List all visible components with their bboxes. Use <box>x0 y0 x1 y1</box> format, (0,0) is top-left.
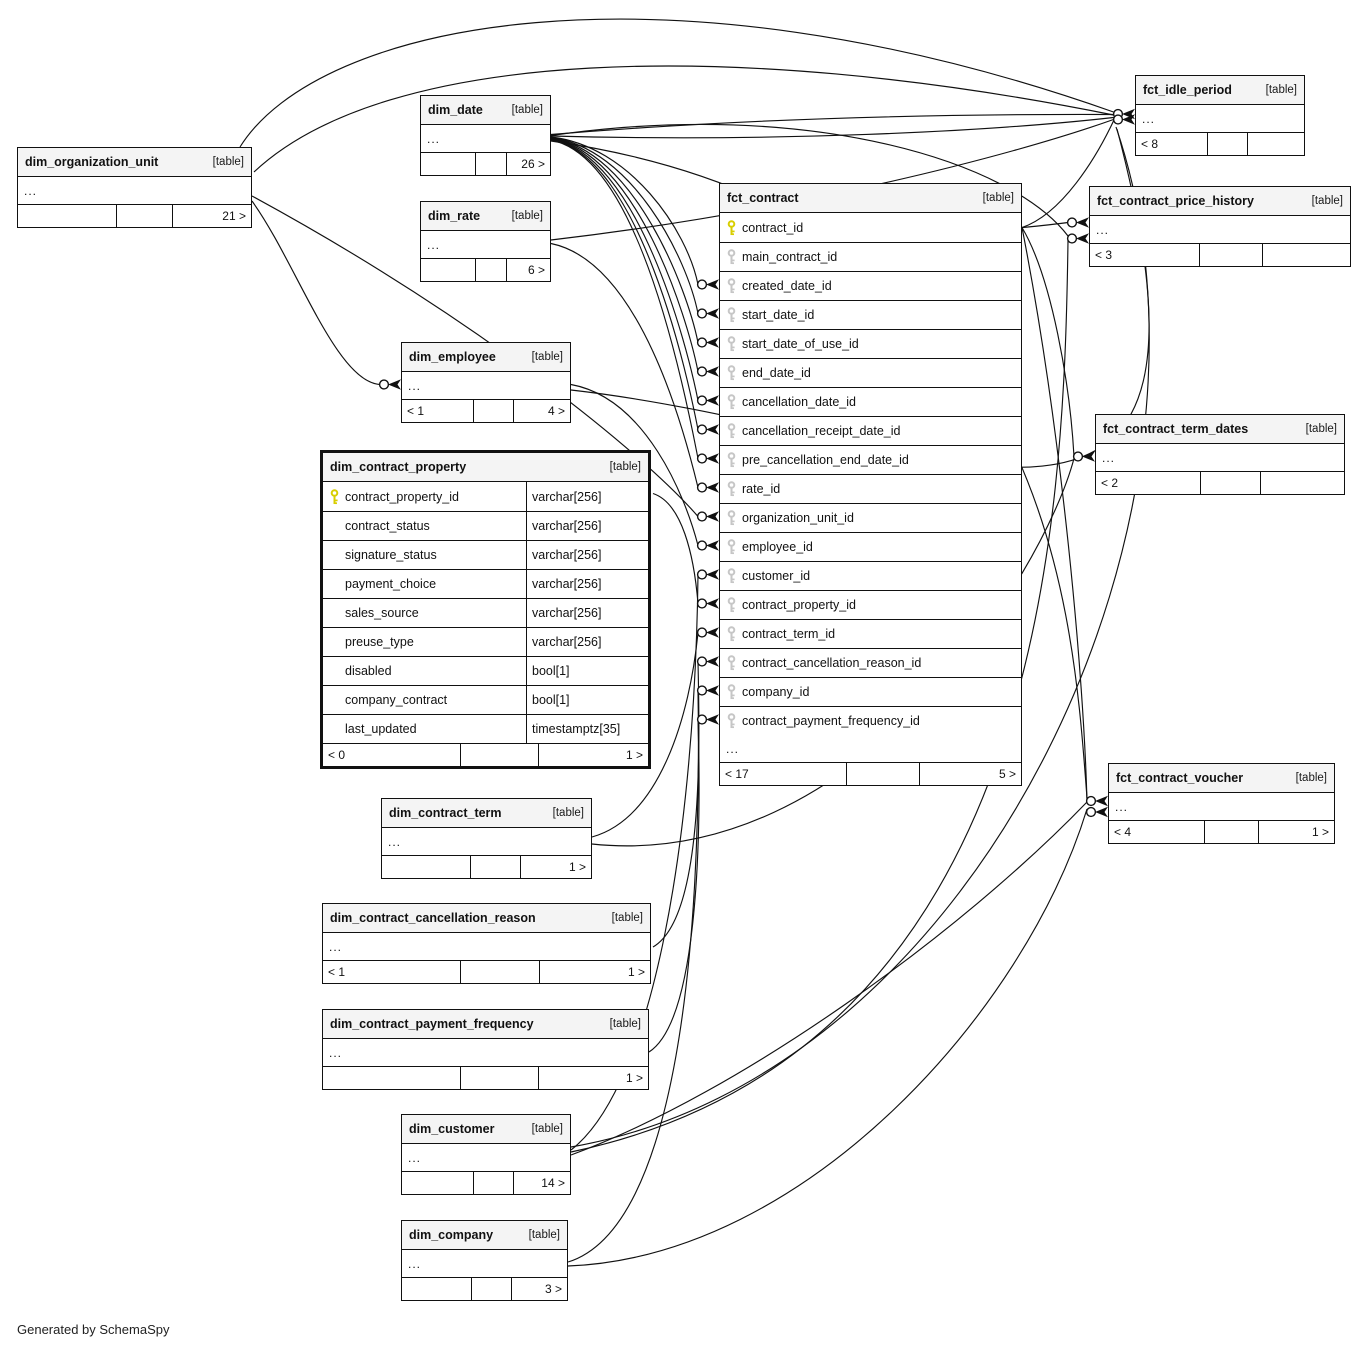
footer-middle-cell <box>460 961 538 983</box>
table-name[interactable]: dim_contract_cancellation_reason <box>330 911 536 925</box>
column-row-contract_status[interactable] <box>323 511 648 540</box>
column-name: end_date_id <box>742 366 811 380</box>
footer-middle-cell <box>846 763 918 785</box>
table-type-badge: [table] <box>1311 195 1343 207</box>
foreign-key-icon <box>726 452 737 468</box>
table-header-dim_contract_property <box>323 453 648 482</box>
table-dim_company <box>401 1220 568 1301</box>
foreign-key-icon <box>726 684 737 700</box>
crowfoot-connector-icon <box>698 540 719 550</box>
column-name: contract_status <box>345 519 430 533</box>
column-row-main_contract_id[interactable] <box>720 242 1021 271</box>
column-row-contract_property_id[interactable] <box>323 482 648 511</box>
table-dim_employee <box>401 342 571 423</box>
column-name: sales_source <box>345 606 419 620</box>
key-slot <box>720 510 742 526</box>
foreign-key-icon <box>726 510 737 526</box>
key-slot <box>720 597 742 613</box>
foreign-key-icon <box>726 365 737 381</box>
table-footer <box>18 204 251 227</box>
table-footer <box>402 399 570 422</box>
column-name: main_contract_id <box>742 250 838 264</box>
footer-children-count: 1 > <box>520 856 591 878</box>
column-row-payment_choice[interactable] <box>323 569 648 598</box>
table-name[interactable]: dim_date <box>428 103 483 117</box>
relationship-edge <box>653 662 699 948</box>
footer-children-count: 1 > <box>1258 821 1335 843</box>
footer-middle-cell <box>473 1172 513 1194</box>
table-name[interactable]: fct_contract_voucher <box>1116 771 1244 785</box>
hidden-columns-ellipsis: ... <box>427 237 441 252</box>
column-name: last_updated <box>345 722 417 736</box>
column-name: contract_id <box>742 220 804 235</box>
crowfoot-connector-icon <box>698 569 719 579</box>
footer-parents-count: < 0 <box>328 748 346 762</box>
crowfoot-connector-icon <box>1087 807 1108 817</box>
relationship-edge <box>551 139 698 401</box>
column-name: cancellation_date_id <box>742 395 856 409</box>
footer-parents-count <box>421 259 475 281</box>
foreign-key-icon <box>726 568 737 584</box>
key-slot <box>720 713 742 729</box>
key-slot <box>720 452 742 468</box>
foreign-key-icon <box>726 249 737 265</box>
column-row-sales_source[interactable] <box>323 598 648 627</box>
footer-children-count <box>1260 472 1344 494</box>
column-row-cancellation_date_id[interactable] <box>720 387 1021 416</box>
table-type-badge: [table] <box>1295 772 1327 784</box>
column-row-start_date_id[interactable] <box>720 300 1021 329</box>
hidden-columns-ellipsis: ... <box>388 834 402 849</box>
footer-children-count <box>1247 133 1304 155</box>
crowfoot-connector-icon <box>380 379 401 389</box>
column-type: varchar[256] <box>526 570 648 598</box>
table-name[interactable]: dim_organization_unit <box>25 155 159 169</box>
foreign-key-icon <box>726 539 737 555</box>
table-fct_contract_term_dates <box>1095 414 1345 495</box>
column-name: created_date_id <box>742 279 832 293</box>
table-header-fct_contract <box>720 184 1021 213</box>
table-name[interactable]: fct_idle_period <box>1143 83 1232 97</box>
crowfoot-connector-icon <box>1068 217 1089 227</box>
crowfoot-connector-icon <box>698 308 719 318</box>
column-name: employee_id <box>742 540 813 554</box>
hidden-columns-ellipsis: ... <box>408 1150 422 1165</box>
hidden-columns-ellipsis: ... <box>408 378 422 393</box>
crowfoot-connector-icon <box>698 424 719 434</box>
column-row-rate_id[interactable] <box>720 474 1021 503</box>
table-name[interactable]: fct_contract <box>727 191 799 205</box>
foreign-key-icon <box>726 394 737 410</box>
hidden-columns-ellipsis: ... <box>1102 450 1116 465</box>
column-type: bool[1] <box>526 686 648 714</box>
table-footer <box>1136 132 1304 155</box>
table-header-dim_customer <box>402 1115 570 1144</box>
table-footer <box>382 855 591 878</box>
column-name: contract_term_id <box>742 627 836 641</box>
generator-credit: Generated by SchemaSpy <box>17 1322 170 1337</box>
footer-children-count: 21 > <box>172 205 251 227</box>
column-type: varchar[256] <box>526 599 648 627</box>
footer-parents-count: < 17 <box>725 767 749 781</box>
column-row-cancellation_receipt_date_id[interactable] <box>720 416 1021 445</box>
column-row-contract_term_id[interactable] <box>720 619 1021 648</box>
column-name: company_contract <box>345 693 448 707</box>
column-row-preuse_type[interactable] <box>323 627 648 656</box>
column-name: preuse_type <box>345 635 414 649</box>
table-header-dim_date <box>421 96 550 125</box>
table-name[interactable]: dim_contract_term <box>389 806 502 820</box>
hidden-columns-ellipsis: ... <box>408 1256 422 1271</box>
footer-middle-cell <box>475 259 506 281</box>
crowfoot-connector-icon <box>698 598 719 608</box>
column-name: contract_cancellation_reason_id <box>742 656 922 670</box>
table-dim_contract_cancellation_reason <box>322 903 651 984</box>
table-footer <box>402 1277 567 1300</box>
table-name[interactable]: dim_contract_payment_frequency <box>330 1017 534 1031</box>
footer-parents-count: < 1 <box>407 404 425 418</box>
column-row-start_date_of_use_id[interactable] <box>720 329 1021 358</box>
key-slot <box>720 539 742 555</box>
table-footer <box>1096 471 1344 494</box>
table-fct_idle_period <box>1135 75 1305 156</box>
relationship-edge <box>252 201 380 385</box>
column-row-signature_status[interactable] <box>323 540 648 569</box>
table-dim_contract_term <box>381 798 592 879</box>
crowfoot-connector-icon <box>1068 233 1089 243</box>
column-name: disabled <box>345 664 392 678</box>
footer-children-count <box>1262 244 1350 266</box>
crowfoot-connector-icon <box>698 627 719 637</box>
crowfoot-connector-icon <box>698 714 719 724</box>
table-dim_organization_unit <box>17 147 252 228</box>
key-slot <box>720 394 742 410</box>
column-name: payment_choice <box>345 577 437 591</box>
table-fct_contract_voucher <box>1108 763 1335 844</box>
footer-middle-cell <box>470 856 520 878</box>
column-row-contract_cancellation_reason_id[interactable] <box>720 648 1021 677</box>
column-type: timestamptz[35] <box>526 715 648 743</box>
table-type-badge: [table] <box>1305 423 1337 435</box>
table-header-dim_rate <box>421 202 550 231</box>
column-row-employee_id[interactable] <box>720 532 1021 561</box>
footer-parents-count: < 8 <box>1141 137 1159 151</box>
relationship-edge <box>254 66 1114 172</box>
crowfoot-connector-icon <box>698 656 719 666</box>
footer-children-count: 4 > <box>513 400 570 422</box>
table-footer <box>402 1171 570 1194</box>
column-row-company_contract[interactable] <box>323 685 648 714</box>
hidden-columns-ellipsis: ... <box>427 131 441 146</box>
table-footer <box>323 960 650 983</box>
table-footer <box>1109 820 1334 843</box>
relationship-edge <box>240 19 1114 147</box>
crowfoot-connector-icon <box>698 395 719 405</box>
footer-middle-cell <box>475 153 506 175</box>
column-row-contract_payment_frequency_id[interactable] <box>720 706 1021 735</box>
relationship-edge <box>653 494 698 604</box>
table-footer <box>421 258 550 281</box>
footer-parents-count <box>421 153 475 175</box>
hidden-columns-ellipsis: ... <box>329 939 343 954</box>
column-row-last_updated[interactable] <box>323 714 648 743</box>
relationship-edge <box>551 137 698 285</box>
table-header-fct_contract_price_history <box>1090 187 1350 216</box>
crowfoot-connector-icon <box>698 511 719 521</box>
key-slot <box>720 278 742 294</box>
table-name[interactable]: dim_company <box>409 1228 494 1242</box>
column-name: start_date_of_use_id <box>742 337 859 351</box>
footer-middle-cell <box>1199 244 1261 266</box>
relationship-edge <box>1022 228 1074 457</box>
relationship-edge <box>551 118 1114 138</box>
column-row-organization_unit_id[interactable] <box>720 503 1021 532</box>
footer-children-count: 14 > <box>513 1172 570 1194</box>
footer-parents-count <box>402 1172 473 1194</box>
key-slot <box>720 249 742 265</box>
table-name[interactable]: fct_contract_price_history <box>1097 194 1255 208</box>
column-name: customer_id <box>742 569 811 583</box>
table-dim_customer <box>401 1114 571 1195</box>
column-name: cancellation_receipt_date_id <box>742 424 901 438</box>
footer-children-count: 26 > <box>506 153 550 175</box>
foreign-key-icon <box>726 713 737 729</box>
footer-parents-count: < 1 <box>328 965 346 979</box>
footer-children-count: 1 > <box>538 744 649 766</box>
table-dim_contract_property <box>320 450 651 769</box>
table-type-badge: [table] <box>212 156 244 168</box>
relationship-edge <box>1022 228 1087 804</box>
column-name: contract_property_id <box>742 598 856 612</box>
crowfoot-connector-icon <box>698 453 719 463</box>
column-row-contract_id[interactable] <box>720 213 1021 242</box>
crowfoot-connector-icon <box>698 366 719 376</box>
column-name: company_id <box>742 685 810 699</box>
column-row-company_id[interactable] <box>720 677 1021 706</box>
column-name: contract_payment_frequency_id <box>742 714 920 728</box>
table-header-dim_organization_unit <box>18 148 251 177</box>
crowfoot-connector-icon <box>698 337 719 347</box>
key-slot <box>720 626 742 642</box>
footer-parents-count <box>18 205 116 227</box>
column-name: contract_property_id <box>345 489 459 504</box>
foreign-key-icon <box>726 655 737 671</box>
footer-middle-cell <box>471 1278 511 1300</box>
table-dim_rate <box>420 201 551 282</box>
footer-parents-count: < 2 <box>1101 476 1119 490</box>
table-type-badge: [table] <box>511 104 543 116</box>
column-type: bool[1] <box>526 657 648 685</box>
crowfoot-connector-icon <box>698 279 719 289</box>
table-header-dim_company <box>402 1221 567 1250</box>
column-type: varchar[256] <box>526 541 648 569</box>
table-footer <box>323 1066 648 1089</box>
table-type-badge: [table] <box>611 912 643 924</box>
footer-middle-cell <box>460 1067 538 1089</box>
column-type: varchar[256] <box>526 628 648 656</box>
foreign-key-icon <box>726 278 737 294</box>
table-type-badge: [table] <box>1265 84 1297 96</box>
table-type-badge: [table] <box>531 351 563 363</box>
footer-middle-cell <box>1207 133 1247 155</box>
table-header-dim_employee <box>402 343 570 372</box>
table-name[interactable]: fct_contract_term_dates <box>1103 422 1249 436</box>
footer-children-count: 6 > <box>506 259 550 281</box>
hidden-columns-ellipsis: ... <box>329 1045 343 1060</box>
column-row-end_date_id[interactable] <box>720 358 1021 387</box>
crowfoot-connector-icon <box>1114 114 1135 124</box>
hidden-columns-ellipsis: ... <box>1096 222 1110 237</box>
column-name: start_date_id <box>742 308 815 322</box>
table-header-dim_contract_cancellation_reason <box>323 904 650 933</box>
table-name[interactable]: dim_contract_property <box>330 460 467 474</box>
key-slot <box>720 655 742 671</box>
column-row-created_date_id[interactable] <box>720 271 1021 300</box>
footer-children-count: 5 > <box>919 763 1021 785</box>
foreign-key-icon <box>726 626 737 642</box>
column-name: rate_id <box>742 482 781 496</box>
relationship-edge <box>551 138 698 314</box>
footer-parents-count <box>323 1067 460 1089</box>
key-slot <box>720 220 742 236</box>
key-slot <box>720 568 742 584</box>
column-row-disabled[interactable] <box>323 656 648 685</box>
table-name[interactable]: dim_employee <box>409 350 496 364</box>
key-slot <box>720 336 742 352</box>
table-name[interactable]: dim_rate <box>428 209 481 223</box>
footer-middle-cell <box>1204 821 1258 843</box>
column-type: varchar[256] <box>526 482 648 511</box>
crowfoot-connector-icon <box>698 482 719 492</box>
table-footer <box>1090 243 1350 266</box>
table-fct_contract_price_history <box>1089 186 1351 267</box>
key-slot <box>720 481 742 497</box>
foreign-key-icon <box>726 423 737 439</box>
table-dim_contract_payment_frequency <box>322 1009 649 1090</box>
footer-children-count: 1 > <box>539 961 650 983</box>
table-fct_contract <box>719 183 1022 786</box>
column-name: pre_cancellation_end_date_id <box>742 453 909 467</box>
table-header-fct_contract_voucher <box>1109 764 1334 793</box>
column-type: varchar[256] <box>526 512 648 540</box>
footer-parents-count <box>382 856 470 878</box>
key-slot <box>720 684 742 700</box>
hidden-columns-ellipsis: ... <box>1115 799 1129 814</box>
relationship-edge <box>551 114 1114 134</box>
column-name: signature_status <box>345 548 437 562</box>
table-type-badge: [table] <box>511 210 543 222</box>
hidden-columns-ellipsis: ... <box>726 741 740 756</box>
foreign-key-icon <box>726 597 737 613</box>
hidden-columns-ellipsis: ... <box>1142 111 1156 126</box>
footer-parents-count <box>402 1278 471 1300</box>
footer-middle-cell <box>116 205 172 227</box>
column-row-customer_id[interactable] <box>720 561 1021 590</box>
key-slot <box>720 307 742 323</box>
foreign-key-icon <box>726 481 737 497</box>
primary-key-icon <box>329 489 340 505</box>
table-type-badge: [table] <box>528 1229 560 1241</box>
table-name[interactable]: dim_customer <box>409 1122 495 1136</box>
hidden-columns-ellipsis: ... <box>24 183 38 198</box>
crowfoot-connector-icon <box>698 685 719 695</box>
relationship-edge <box>551 140 698 430</box>
footer-parents-count: < 4 <box>1114 825 1132 839</box>
table-type-badge: [table] <box>609 1018 641 1030</box>
table-footer <box>720 762 1021 785</box>
footer-middle-cell <box>1200 472 1260 494</box>
table-footer <box>421 152 550 175</box>
crowfoot-connector-icon <box>1074 451 1095 461</box>
primary-key-icon <box>726 220 737 236</box>
footer-middle-cell <box>460 744 538 766</box>
key-slot <box>323 489 345 505</box>
foreign-key-icon <box>726 307 737 323</box>
foreign-key-icon <box>726 336 737 352</box>
key-slot <box>720 365 742 381</box>
table-header-fct_idle_period <box>1136 76 1304 105</box>
key-slot <box>720 423 742 439</box>
crowfoot-connector-icon <box>1087 796 1108 806</box>
table-header-dim_contract_payment_frequency <box>323 1010 648 1039</box>
footer-parents-count: < 3 <box>1095 248 1113 262</box>
table-type-badge: [table] <box>609 461 641 473</box>
table-header-dim_contract_term <box>382 799 591 828</box>
column-row-pre_cancellation_end_date_id[interactable] <box>720 445 1021 474</box>
column-row-contract_property_id[interactable] <box>720 590 1021 619</box>
table-type-badge: [table] <box>982 192 1014 204</box>
footer-children-count: 3 > <box>511 1278 567 1300</box>
footer-middle-cell <box>473 400 513 422</box>
table-dim_date <box>420 95 551 176</box>
footer-children-count: 1 > <box>538 1067 649 1089</box>
table-header-fct_contract_term_dates <box>1096 415 1344 444</box>
table-footer <box>323 743 648 766</box>
table-type-badge: [table] <box>552 807 584 819</box>
table-type-badge: [table] <box>531 1123 563 1135</box>
column-name: organization_unit_id <box>742 511 854 525</box>
